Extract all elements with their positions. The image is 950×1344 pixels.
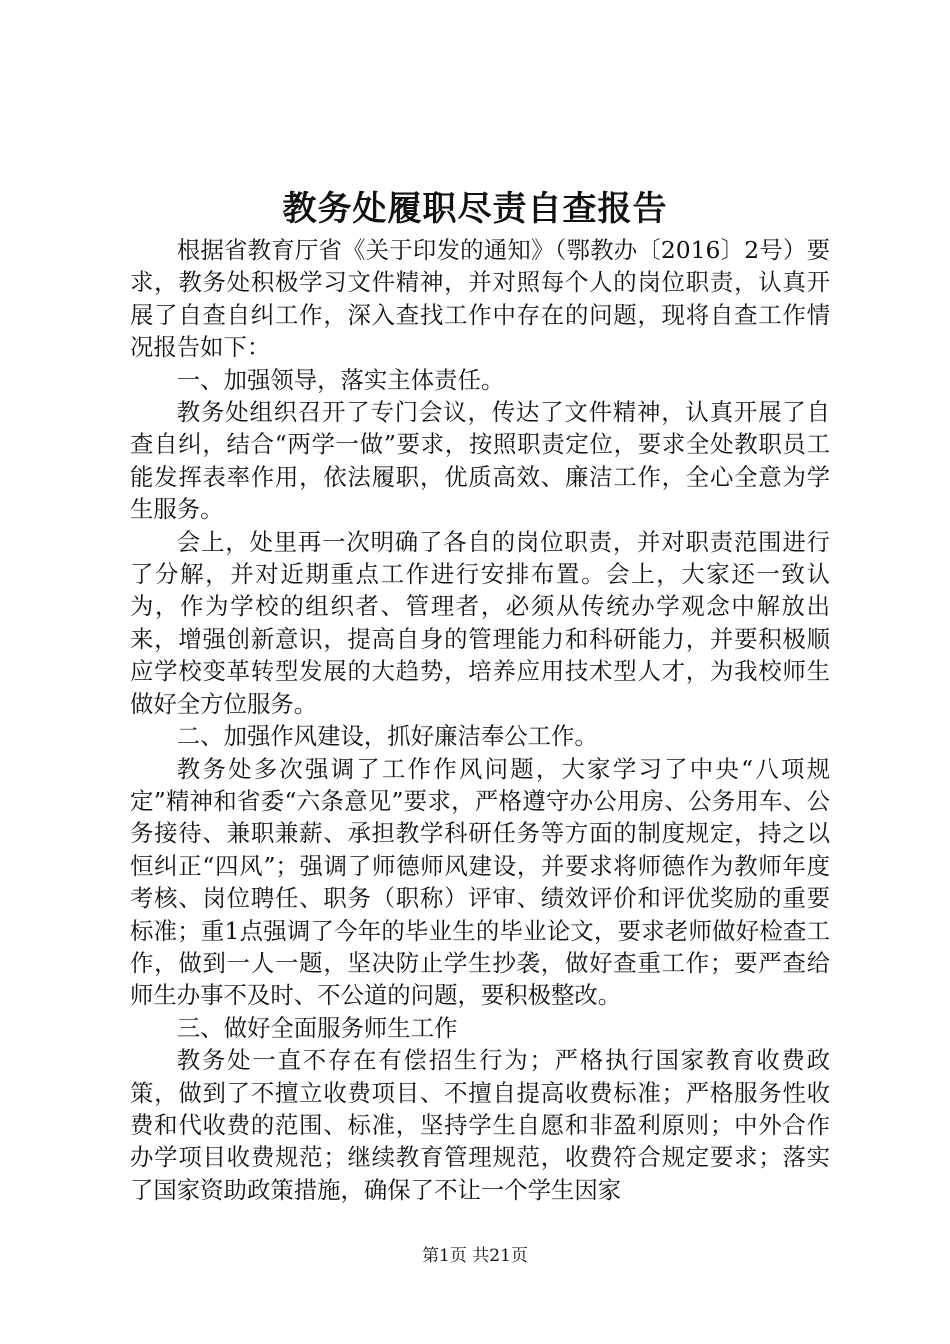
section-heading-1: 一、加强领导，落实主体责任。 — [176, 365, 505, 394]
document-title: 教务处履职尽责自查报告 — [282, 189, 668, 229]
section-heading-2: 二、加强作风建设，抓好廉洁奉公工作。 — [176, 722, 598, 751]
body-paragraph: 会上，处里再一次明确了各自的岗位职责，并对职责范围进行了分解，并对近期重点工作进行安排布置。会上，大家还一致认为，作为学校的组织者、管理者，必须从传统办学观念中解放出来，增强创新意识，提高自身的管理能力和科研能力，并要积极顺应学校变革转型发展的大趋势，培养应用技术型人才，为我校师生做好全方位服务。 — [130, 527, 830, 718]
document-body — [130, 234, 830, 1206]
body-paragraph: 教务处多次强调了工作作风问题，大家学习了中央“八项规定”精神和省委“六条意见”要求，严格遵守办公用房、公务用车、公务接待、兼职兼薪、承担教学科研任务等方面的制度规定，持之以恒纠正“四风”；强调了师德师风建设，并要求将师德作为教师年度考核、岗位聘任、职务（职称）评审、绩效评价和评优奖励的重要标准；重1点强调了今年的毕业生的毕业论文，要求老师做好检查工作，做到一人一题，坚决防止学生抄袭，做好查重工作；要严查给师生办事不及时、不公道的问题，要积极整改。 — [130, 754, 830, 1010]
body-paragraph: 教务处组织召开了专门会议，传达了文件精神，认真开展了自查自纠，结合“两学一做”要求，按照职责定位，要求全处教职员工能发挥表率作用，依法履职，优质高效、廉洁工作，全心全意为学生服务。 — [130, 398, 830, 524]
section-heading-3: 三、做好全面服务师生工作 — [176, 1013, 458, 1042]
intro-paragraph: 根据省教育厅省《关于印发的通知》（鄂教办〔2016〕2号）要求，教务处积极学习文件精神，并对照每个人的岗位职责，认真开展了自查自纠工作，深入查找工作中存在的问题，现将自查工作情况报告如下： — [130, 236, 830, 362]
body-paragraph: 教务处一直不存在有偿招生行为；严格执行国家教育收费政策，做到了不擅立收费项目、不擅自提高收费标准；严格服务性收费和代收费的范围、标准，坚持学生自愿和非盈利原则；中外合作办学项目收费规范；继续教育管理规范，收费符合规定要求；落实了国家资助政策措施，确保了不让一个学生因家 — [130, 1046, 830, 1204]
page-number-footer: 第1页 共21页 — [422, 1246, 528, 1266]
